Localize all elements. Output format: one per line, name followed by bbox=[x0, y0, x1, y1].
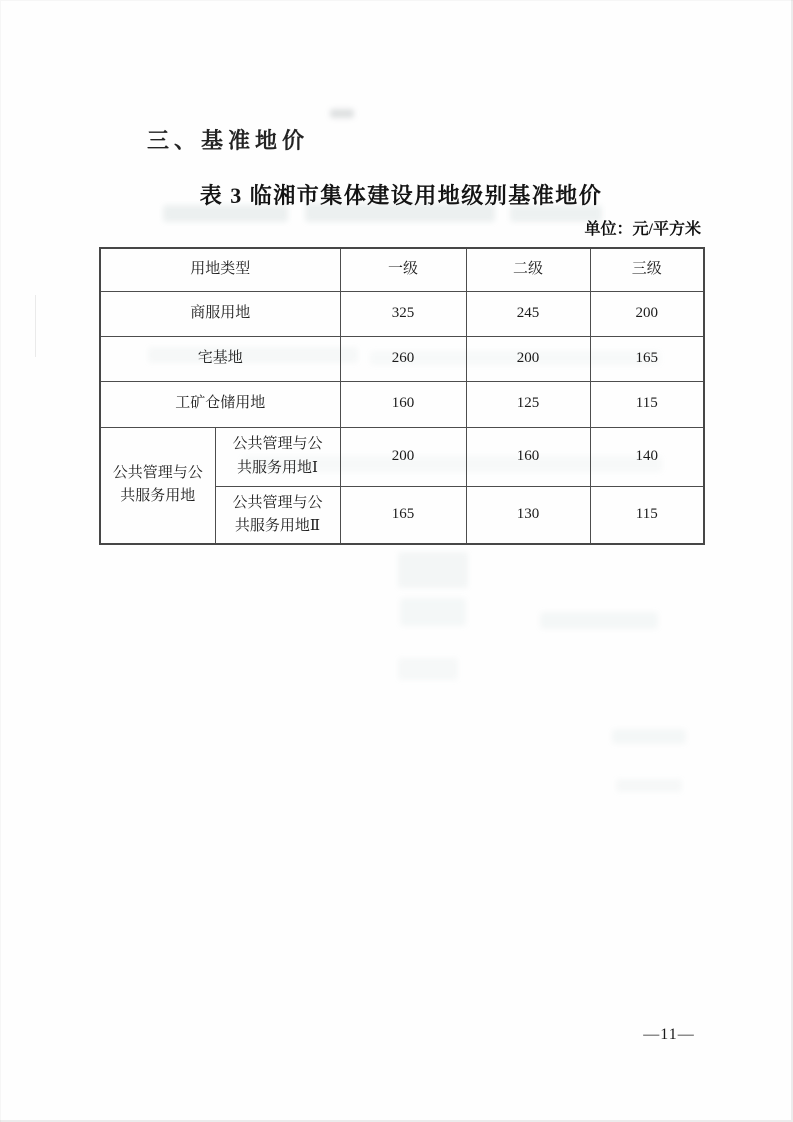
cell-land-type: 工矿仓储用地 bbox=[100, 381, 340, 427]
column-header-level-3: 三级 bbox=[590, 248, 704, 291]
column-header-land-type: 用地类型 bbox=[100, 248, 340, 291]
cell-price: 260 bbox=[340, 336, 466, 381]
bleedthrough-artifact bbox=[540, 612, 658, 629]
cell-price: 245 bbox=[466, 291, 590, 336]
section-heading: 三、基准地价 bbox=[147, 128, 310, 153]
cell-price: 115 bbox=[590, 381, 704, 427]
page-number: —11— bbox=[643, 1026, 695, 1043]
table-title: 表 3 临湘市集体建设用地级别基准地价 bbox=[199, 183, 603, 208]
bleedthrough-artifact bbox=[330, 109, 354, 118]
cell-price: 125 bbox=[466, 381, 590, 427]
cell-price: 200 bbox=[590, 291, 704, 336]
cell-price: 200 bbox=[466, 336, 590, 381]
cell-land-type-group: 公共管理与公共服务用地 bbox=[100, 427, 215, 544]
bleedthrough-artifact bbox=[400, 598, 466, 626]
bleedthrough-artifact bbox=[398, 658, 458, 680]
cell-land-subtype: 公共管理与公共服务用地Ⅰ bbox=[215, 427, 340, 486]
cell-price: 165 bbox=[590, 336, 704, 381]
cell-price: 160 bbox=[340, 381, 466, 427]
cell-price: 140 bbox=[590, 427, 704, 486]
cell-land-subtype: 公共管理与公共服务用地Ⅱ bbox=[215, 486, 340, 544]
cell-price: 165 bbox=[340, 486, 466, 544]
scan-crease-artifact bbox=[35, 295, 36, 357]
table-row bbox=[100, 291, 704, 336]
column-header-level-2: 二级 bbox=[466, 248, 590, 291]
cell-price: 160 bbox=[466, 427, 590, 486]
table-row bbox=[100, 336, 704, 381]
land-price-table bbox=[99, 247, 705, 545]
cell-land-type: 商服用地 bbox=[100, 291, 340, 336]
cell-price: 200 bbox=[340, 427, 466, 486]
cell-price: 325 bbox=[340, 291, 466, 336]
bleedthrough-artifact bbox=[398, 552, 468, 588]
bleedthrough-artifact bbox=[616, 779, 682, 792]
cell-price: 130 bbox=[466, 486, 590, 544]
bleedthrough-artifact bbox=[612, 729, 686, 744]
table-row bbox=[100, 381, 704, 427]
cell-price: 115 bbox=[590, 486, 704, 544]
unit-label: 单位：元/平方米 bbox=[584, 221, 701, 238]
table-row bbox=[100, 427, 704, 486]
column-header-level-1: 一级 bbox=[340, 248, 466, 291]
table-header-row bbox=[100, 248, 704, 291]
cell-land-type: 宅基地 bbox=[100, 336, 340, 381]
